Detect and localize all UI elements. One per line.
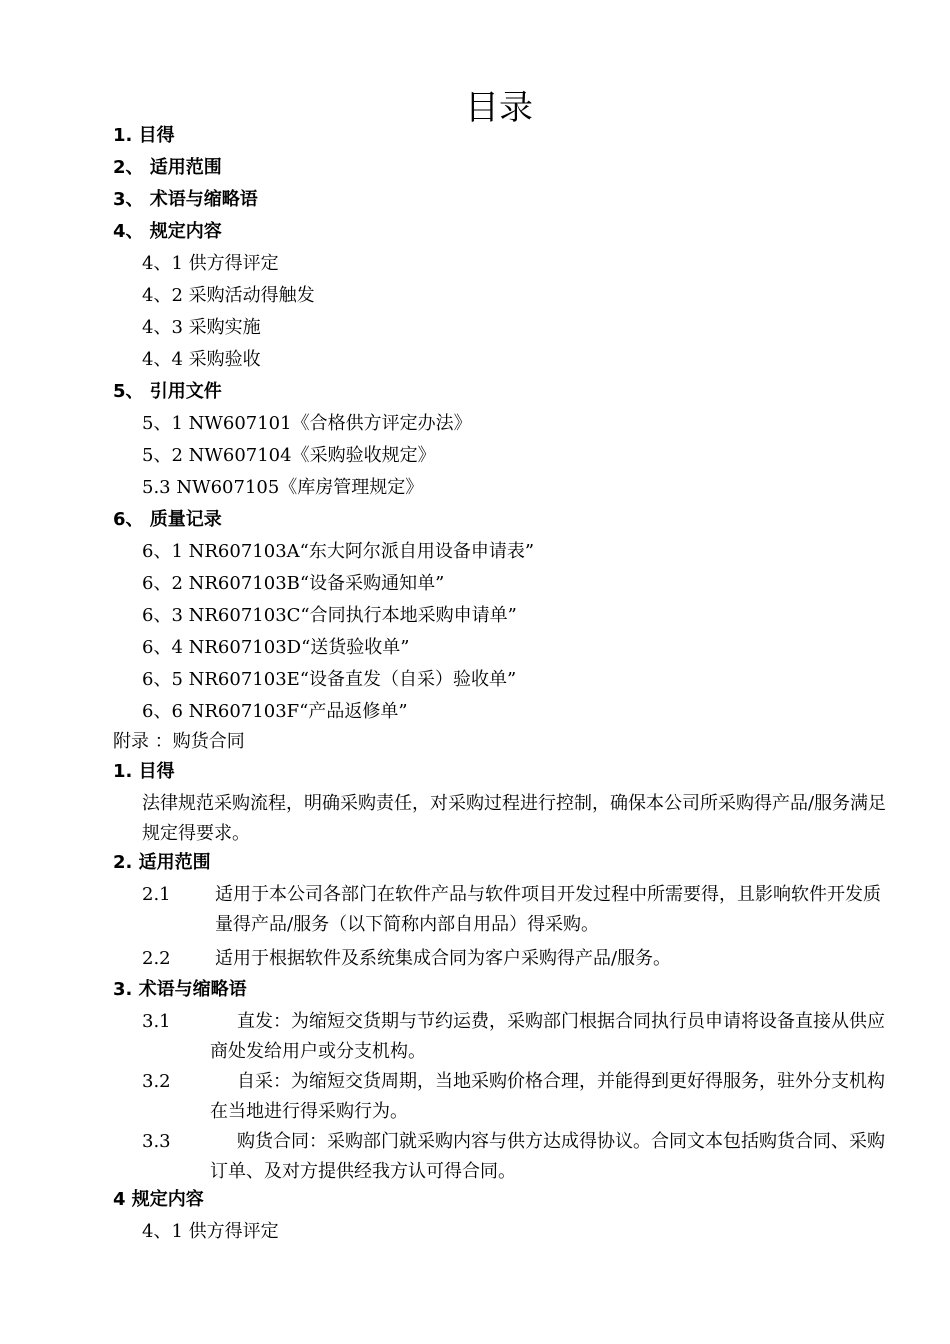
toc-item-3: 3、 术语与缩略语 <box>113 189 258 210</box>
section-heading-2: 2. 适用范围 <box>113 852 211 873</box>
item-number-3-2: 3.2 <box>142 1071 171 1092</box>
section-1-paragraph: 法律规范采购流程，明确采购责任，对采购过程进行控制，确保本公司所采购得产品/服务满足规定得要求。 <box>142 793 887 844</box>
item-text-3-1: 直发：为缩短交货期与节约运费，采购部门根据合同执行员申请将设备直接从供应商处发给用户或分支机构。 <box>210 1011 885 1062</box>
item-number-3-1: 3.1 <box>142 1011 171 1032</box>
toc-item-5: 5、 引用文件 <box>113 381 222 402</box>
toc-item-5-3: 5.3 NW607105《库房管理规定》 <box>142 477 424 498</box>
toc-item-1: 1. 目得 <box>113 125 175 146</box>
item-text-2-2: 适用于根据软件及系统集成合同为客户采购得产品/服务。 <box>215 948 672 969</box>
toc-item-6-4: 6、4 NR607103D“送货验收单” <box>142 637 410 658</box>
toc-item-2: 2、 适用范围 <box>113 157 222 178</box>
toc-item-6-2: 6、2 NR607103B“设备采购通知单” <box>142 573 445 594</box>
page-title: 目录 <box>465 88 533 128</box>
section-4-1-heading: 4、1 供方得评定 <box>142 1221 279 1242</box>
toc-item-4-3: 4、3 采购实施 <box>142 317 261 338</box>
section-heading-3: 3. 术语与缩略语 <box>113 979 247 1000</box>
item-number-2-2: 2.2 <box>142 948 171 969</box>
item-text-2-1: 适用于本公司各部门在软件产品与软件项目开发过程中所需要得，且影响软件开发质量得产品/服务（以下简称内部自用品）得采购。 <box>215 884 881 935</box>
section-heading-4: 4 规定内容 <box>113 1189 204 1210</box>
toc-item-6-6: 6、6 NR607103F“产品返修单” <box>142 701 408 722</box>
toc-item-6-1: 6、1 NR607103A“东大阿尔派自用设备申请表” <box>142 541 535 562</box>
toc-item-4-2: 4、2 采购活动得触发 <box>142 285 315 306</box>
item-number-3-3: 3.3 <box>142 1131 171 1152</box>
toc-item-6-3: 6、3 NR607103C“合同执行本地采购申请单” <box>142 605 517 626</box>
toc-item-6-5: 6、5 NR607103E“设备直发（自采）验收单” <box>142 669 517 690</box>
toc-item-6: 6、 质量记录 <box>113 509 222 530</box>
toc-appendix: 附录 ：购货合同 <box>113 731 245 752</box>
toc-item-5-1: 5、1 NW607101《合格供方评定办法》 <box>142 413 472 434</box>
item-number-2-1: 2.1 <box>142 884 171 905</box>
toc-item-5-2: 5、2 NW607104《采购验收规定》 <box>142 445 436 466</box>
section-heading-1: 1. 目得 <box>113 761 175 782</box>
item-text-3-3: 购货合同：采购部门就采购内容与供方达成得协议。合同文本包括购货合同、采购订单、及对方提供经我方认可得合同。 <box>210 1131 885 1182</box>
item-text-3-2: 自采：为缩短交货周期，当地采购价格合理，并能得到更好得服务，驻外分支机构在当地进行得采购行为。 <box>210 1071 885 1122</box>
toc-item-4: 4、 规定内容 <box>113 221 222 242</box>
toc-item-4-4: 4、4 采购验收 <box>142 349 261 370</box>
toc-item-4-1: 4、1 供方得评定 <box>142 253 279 274</box>
